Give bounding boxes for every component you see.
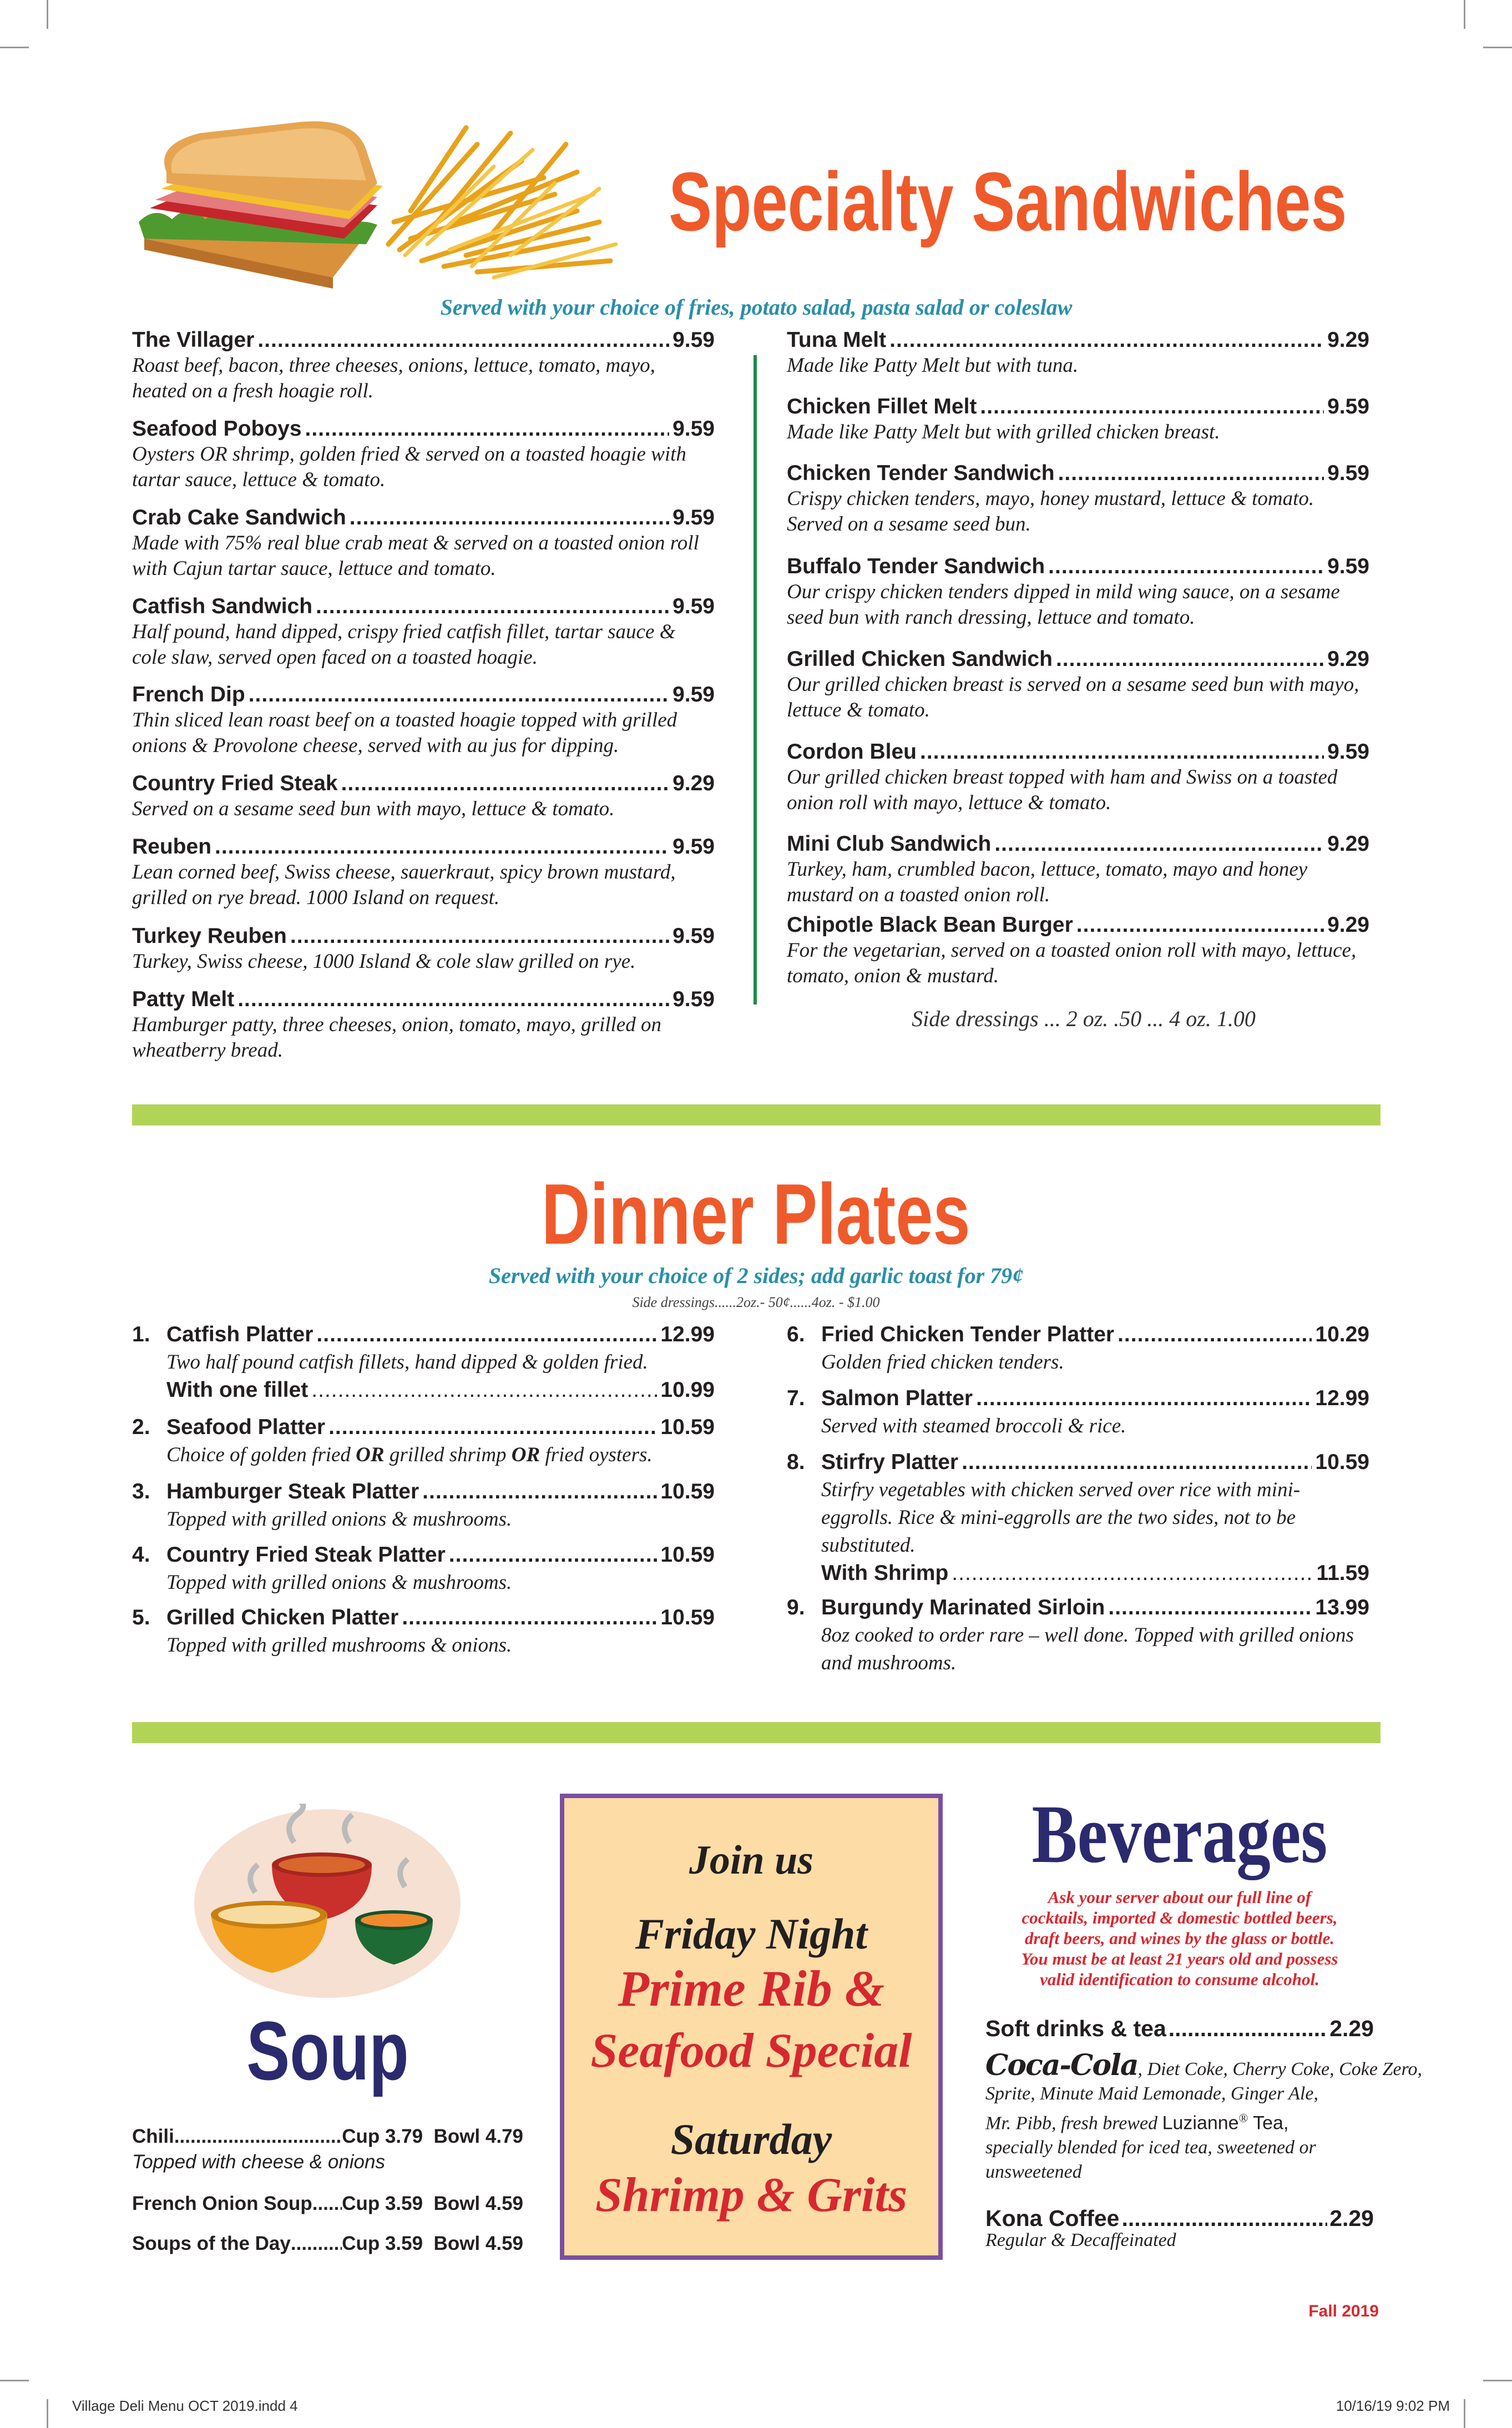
item-price: 9.59: [1327, 461, 1369, 485]
crop-mark: [47, 0, 48, 29]
side-dressings-note: Side dressings ... 2 oz. .50 ... 4 oz. 1.00: [912, 1006, 1256, 1031]
item-name: Grilled Chicken Sandwich: [787, 647, 1053, 671]
beverage-price: 2.29: [1329, 2205, 1374, 2231]
soup-title-wrap: [132, 2004, 523, 2097]
item-name: Cordon Bleu: [787, 740, 917, 764]
dinner-title-wrap: [0, 1166, 1512, 1262]
item-price: 9.29: [1327, 647, 1369, 671]
menu-item: [132, 416, 715, 493]
plate-sub-price: 10.99: [660, 1378, 715, 1402]
item-price: 9.59: [672, 683, 715, 706]
soup-title: Soup: [246, 2004, 409, 2097]
item-price: 9.59: [1327, 554, 1369, 578]
menu-item: [132, 682, 715, 759]
beverage-name: Kona Coffee: [985, 2205, 1120, 2231]
soft-drink-text: Tea,: [1248, 2112, 1289, 2134]
soft-drink-text: Sprite, Minute Maid Lemonade, Ginger Ale,: [985, 2083, 1318, 2104]
soft-drink-line: [985, 2106, 1380, 2136]
soup-row: [132, 2231, 523, 2257]
item-name: Tuna Melt: [787, 328, 887, 352]
special-join: Join us: [689, 1838, 814, 1883]
item-name: Country Fried Steak: [132, 771, 338, 795]
soup-bowls-illustration: [189, 1804, 466, 2003]
soft-drink-text: specially blended for iced tea, sweetened or: [985, 2137, 1316, 2158]
item-price: 9.59: [1327, 740, 1369, 764]
beverage-row: [985, 2204, 1374, 2232]
item-desc: Made like Patty Melt but with tuna.: [787, 354, 1079, 377]
item-desc: Crispy chicken tenders, mayo, honey mustard, lettuce & tomato. Served on a sesame seed bun.: [787, 487, 1314, 536]
notice-line: You must be at least 21 years old and possess: [1021, 1949, 1338, 1968]
plate-name: Grilled Chicken Platter: [166, 1606, 399, 1629]
item-name: Catfish Sandwich: [132, 594, 313, 618]
luzianne-brand: Luzianne: [1162, 2112, 1239, 2134]
item-desc: Turkey, Swiss cheese, 1000 Island & cole slaw grilled on rye.: [132, 950, 636, 973]
plate-desc: 8oz cooked to order rare – well done. Topped with grilled onions and mushrooms.: [821, 1624, 1354, 1674]
soup-row: [132, 2191, 523, 2217]
soft-drink-text: , Diet Coke, Cherry Coke, Coke Zero,: [1137, 2059, 1422, 2079]
soup-bowl-price: Bowl 4.59: [433, 2233, 523, 2254]
plate-name: Salmon Platter: [821, 1386, 973, 1410]
item-name: The Villager: [132, 328, 255, 352]
beverage-price: 2.29: [1329, 2016, 1374, 2041]
plate-number: 9.: [787, 1596, 805, 1619]
item-name: French Dip: [132, 683, 245, 706]
item-price: 9.29: [672, 771, 715, 795]
menu-item: [132, 771, 715, 822]
chili-note: Topped with cheese & onions: [132, 2151, 385, 2173]
crop-mark: [1483, 2380, 1512, 2381]
plate-desc-part: Choice of golden fried: [166, 1443, 356, 1466]
plate-price: 10.59: [660, 1480, 715, 1503]
plate-price: 12.99: [660, 1322, 715, 1346]
menu-item: [787, 327, 1369, 378]
plate-number: 3.: [132, 1480, 150, 1503]
item-name: Turkey Reuben: [132, 924, 287, 948]
special-prime-rib: Prime Rib &: [618, 1960, 885, 2017]
crop-mark: [0, 47, 29, 48]
menu-item: [132, 987, 715, 1063]
item-desc: Made with 75% real blue crab meat & served on a toasted onion roll with Cajun tartar sauce, lettuce and tomato.: [132, 532, 699, 580]
kona-note: Regular & Decaffeinated: [985, 2230, 1176, 2250]
soup-row: [132, 2124, 523, 2149]
plate-desc: Topped with grilled onions & mushrooms.: [166, 1571, 512, 1594]
item-price: 9.59: [672, 328, 715, 352]
plate-desc: Topped with grilled mushrooms & onions.: [166, 1634, 512, 1657]
plate-name: Fried Chicken Tender Platter: [821, 1322, 1115, 1346]
crop-mark: [1464, 0, 1465, 29]
item-name: Buffalo Tender Sandwich: [787, 554, 1045, 578]
item-desc: Roast beef, bacon, three cheeses, onions, lettuce, tomato, mayo, heated on a fresh hoagie roll.: [132, 354, 655, 402]
item-name: Chicken Tender Sandwich: [787, 461, 1055, 485]
menu-item: [787, 831, 1369, 908]
soup-cup-price: Cup 3.79: [342, 2126, 423, 2147]
item-desc: Lean corned beef, Swiss cheese, sauerkraut, spicy brown mustard, grilled on rye bread. 1000 Island on request.: [132, 861, 676, 909]
item-price: 9.59: [672, 506, 715, 529]
beverages-notice: [985, 1887, 1374, 1990]
soft-drink-text: Mr. Pibb, fresh brewed: [985, 2113, 1162, 2134]
plate-desc: Served with steamed broccoli & rice.: [821, 1415, 1126, 1437]
plate-price: 12.99: [1315, 1386, 1369, 1410]
plate-desc: Topped with grilled onions & mushrooms.: [166, 1508, 512, 1531]
beverages-title: Beverages: [1031, 1788, 1328, 1880]
item-name: Chicken Fillet Melt: [787, 395, 977, 418]
item-name: Patty Melt: [132, 987, 235, 1011]
plate-number: 4.: [132, 1543, 150, 1567]
notice-line: Ask your server about our full line of: [1048, 1887, 1312, 1907]
plate-sub-name: With Shrimp: [821, 1561, 949, 1585]
item-desc: Hamburger patty, three cheeses, onion, tomato, mayo, grilled on wheatberry bread.: [132, 1013, 661, 1062]
item-price: 9.29: [1327, 832, 1369, 856]
soup-cup-price: Cup 3.59: [342, 2233, 423, 2254]
item-price: 9.59: [1327, 395, 1369, 418]
soft-drink-list: [985, 2048, 1422, 2184]
print-slug-file: Village Deli Menu OCT 2019.indd 4: [72, 2397, 298, 2414]
item-name: Chipotle Black Bean Burger: [787, 913, 1073, 937]
plate-number: 6.: [787, 1322, 805, 1346]
menu-item: [787, 647, 1369, 723]
menu-item: [132, 923, 715, 975]
item-desc: For the vegetarian, served on a toasted onion roll with mayo, lettuce, tomato, onion & mustard.: [787, 939, 1357, 987]
weekend-special-box: [560, 1794, 943, 2260]
item-price: 9.29: [1327, 328, 1369, 352]
item-name: Seafood Poboys: [132, 417, 302, 441]
item-price: 9.59: [672, 417, 715, 441]
item-name: Crab Cake Sandwich: [132, 506, 346, 529]
item-desc: Half pound, hand dipped, crispy fried catfish fillet, tartar sauce & cole slaw, served open faced on a toasted hoagie.: [132, 620, 676, 669]
item-name: Mini Club Sandwich: [787, 832, 992, 856]
section-divider-bar: [132, 1104, 1380, 1125]
plate-price: 13.99: [1315, 1596, 1369, 1619]
plate-number: 5.: [132, 1606, 150, 1629]
menu-item: [132, 594, 715, 670]
soft-drink-line: [985, 2048, 1422, 2082]
item-desc: Our crispy chicken tenders dipped in mild wing sauce, on a sesame seed bun with ranch dressing, lettuce and tomato.: [787, 581, 1340, 629]
menu-item: [787, 554, 1369, 630]
plate-price: 10.59: [1315, 1450, 1369, 1474]
item-desc: Oysters OR shrimp, golden fried & served on a toasted hoagie with tartar sauce, lettuce & tomato.: [132, 443, 686, 491]
beverage-row: [985, 2015, 1374, 2042]
plate-name: Country Fried Steak Platter: [166, 1543, 446, 1567]
menu-item: [787, 461, 1369, 537]
menu-item: [787, 739, 1369, 816]
sandwiches-title: Specialty Sandwiches: [669, 155, 1347, 248]
item-desc: Turkey, ham, crumbled bacon, lettuce, tomato, mayo and honey mustard on a toasted onion roll.: [787, 858, 1308, 906]
plate-desc-or: OR: [511, 1443, 540, 1466]
item-price: 9.59: [672, 835, 715, 859]
crop-mark: [0, 2380, 29, 2381]
item-name: Reuben: [132, 835, 212, 859]
plate-sub-price: 11.59: [1316, 1561, 1369, 1585]
special-friday: Friday Night: [635, 1910, 868, 1958]
plate-desc-or: OR: [356, 1443, 385, 1466]
coca-cola-logo: Coca-Cola: [985, 2048, 1138, 2082]
item-price: 9.59: [672, 987, 715, 1011]
plate-number: 8.: [787, 1450, 805, 1474]
crop-mark: [1464, 2399, 1465, 2428]
dinner-title: Dinner Plates: [542, 1166, 970, 1262]
plate-desc: [166, 1441, 715, 1469]
item-price: 9.29: [1327, 913, 1369, 937]
special-shrimp: Shrimp & Grits: [595, 2168, 908, 2222]
soup-name: French Onion Soup: [132, 2193, 312, 2214]
menu-item: [132, 327, 715, 404]
soup-bowl-price: Bowl 4.79: [433, 2126, 523, 2147]
plate-desc-part: grilled shrimp: [384, 1443, 512, 1466]
plate-number: 2.: [132, 1415, 150, 1439]
item-desc: Served on a sesame seed bun with mayo, lettuce & tomato.: [132, 797, 615, 820]
item-desc: Thin sliced lean roast beef on a toasted hoagie topped with grilled onions & Provolone cheese, served with au jus for dipping.: [132, 709, 677, 757]
season-label: Fall 2019: [1308, 2302, 1379, 2320]
special-seafood: Seafood Special: [590, 2024, 912, 2078]
item-desc: Our grilled chicken breast is served on a sesame seed bun with mayo, lettuce & tomato.: [787, 673, 1359, 721]
menu-item: [132, 505, 715, 582]
plate-name: Stirfry Platter: [821, 1450, 959, 1474]
menu-item: [787, 912, 1369, 989]
plate-price: 10.59: [660, 1415, 715, 1439]
beverages-title-wrap: [985, 1788, 1374, 1880]
item-price: 9.59: [672, 924, 715, 948]
section-divider-bar: [132, 1722, 1380, 1743]
soup-bowl-price: Bowl 4.59: [433, 2193, 523, 2214]
item-desc: Our grilled chicken breast topped with ham and Swiss on a toasted onion roll with mayo, lettuce & tomato.: [787, 766, 1338, 814]
notice-line: draft beers, and wines by the glass or bottle.: [1024, 1929, 1334, 1948]
plate-number: 1.: [132, 1322, 150, 1346]
sandwiches-subtitle: Served with your choice of fries, potato salad, pasta salad or coleslaw: [440, 295, 1073, 320]
plate-number: 7.: [787, 1386, 805, 1410]
plate-desc: Stirfry vegetables with chicken served over rice with mini-eggrolls. Rice & mini-eggrolls are the two sides, not to be substituted.: [821, 1478, 1301, 1557]
print-slug-date: 10/16/19 9:02 PM: [1336, 2397, 1450, 2414]
menu-item: [787, 394, 1369, 445]
notice-line: cocktails, imported & domestic bottled beers,: [1022, 1908, 1338, 1927]
plate-name: Burgundy Marinated Sirloin: [821, 1596, 1105, 1619]
plate-desc: Two half pound catfish fillets, hand dipped & golden fried.: [166, 1351, 648, 1374]
plate-desc-part: fried oysters.: [540, 1443, 653, 1466]
dinner-subtitle: Served with your choice of 2 sides; add garlic toast for 79¢: [488, 1263, 1024, 1288]
special-saturday: Saturday: [670, 2115, 832, 2163]
registered-mark: ®: [1238, 2111, 1248, 2125]
item-desc: Made like Patty Melt but with grilled chicken breast.: [787, 421, 1220, 443]
plate-name: Hamburger Steak Platter: [166, 1480, 419, 1503]
beverage-name: Soft drinks & tea: [985, 2016, 1166, 2041]
menu-item: [132, 834, 715, 911]
soft-drink-text: unsweetened: [985, 2162, 1082, 2183]
plate-sub-name: With one fillet: [166, 1378, 309, 1402]
plate-price: 10.29: [1315, 1322, 1369, 1346]
soup-name: Chili: [132, 2126, 174, 2147]
plate-desc: Golden fried chicken tenders.: [821, 1351, 1064, 1374]
column-divider: [754, 355, 757, 1004]
crop-mark: [47, 2399, 48, 2428]
dinner-side-note: Side dressings......2oz.- 50¢......4oz. - $1.00: [632, 1294, 880, 1310]
item-price: 9.59: [672, 594, 715, 618]
plate-price: 10.59: [660, 1606, 715, 1629]
notice-line: valid identification to consume alcohol.: [1040, 1970, 1319, 1989]
plate-name: Seafood Platter: [166, 1415, 326, 1439]
soup-cup-price: Cup 3.59: [342, 2193, 423, 2214]
sandwich-fries-illustration: [133, 111, 633, 294]
soup-name: Soups of the Day: [132, 2233, 291, 2254]
plate-price: 10.59: [660, 1543, 715, 1567]
crop-mark: [1483, 47, 1512, 48]
plate-name: Catfish Platter: [166, 1322, 313, 1346]
